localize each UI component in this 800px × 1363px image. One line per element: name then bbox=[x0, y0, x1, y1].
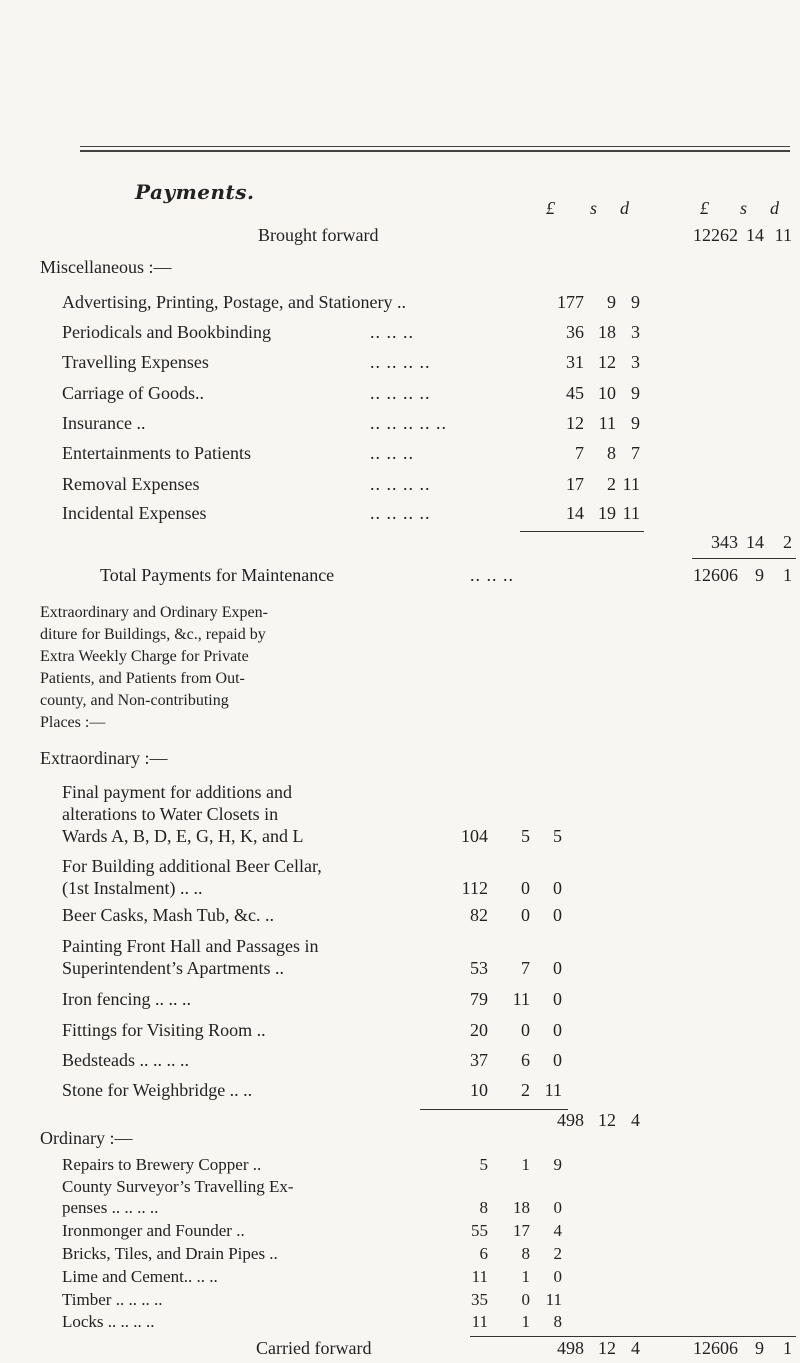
ord-item-line: Ironmonger and Founder .. bbox=[62, 1221, 245, 1241]
extraordinary-intro-line: county, and Non-contributing bbox=[40, 692, 229, 709]
misc-item-dots: .. .. .. bbox=[370, 322, 414, 342]
extra-item-amount-pence: 5 bbox=[553, 826, 562, 846]
total-maintenance-pounds: 12606 bbox=[693, 565, 738, 585]
extraordinary-intro-line: diture for Buildings, &c., repaid by bbox=[40, 626, 266, 643]
misc-item-label: Periodicals and Bookbinding bbox=[62, 322, 271, 342]
ord-item-amount-pounds: 8 bbox=[479, 1198, 488, 1218]
extra-item-line: Painting Front Hall and Passages in bbox=[62, 936, 319, 956]
misc-item-amount-pence: 3 bbox=[631, 352, 640, 372]
misc-item-amount-pounds: 31 bbox=[566, 352, 584, 372]
extraordinary-intro-line: Extra Weekly Charge for Private bbox=[40, 648, 249, 665]
misc-item-dots: .. .. .. .. .. bbox=[370, 413, 447, 433]
extra-item-line: Superintendent’s Apartments .. bbox=[62, 958, 284, 978]
brought-forward-pence: 11 bbox=[774, 225, 792, 245]
extra-item-amount-pounds: 82 bbox=[470, 905, 488, 925]
extra-subtotal-pence: 4 bbox=[631, 1110, 640, 1130]
ord-item-line: penses .. .. .. .. bbox=[62, 1198, 159, 1218]
misc-item-dots: .. .. .. .. bbox=[370, 474, 431, 494]
extra-item-amount-pence: 0 bbox=[553, 905, 562, 925]
extra-item-line: alterations to Water Closets in bbox=[62, 804, 279, 824]
ord-item-amount-shillings: 1 bbox=[521, 1266, 530, 1286]
brought-forward-pounds: 12262 bbox=[693, 225, 738, 245]
total-maintenance-label: Total Payments for Maintenance bbox=[100, 565, 335, 585]
ord-item-line: Bricks, Tiles, and Drain Pipes .. bbox=[62, 1243, 278, 1263]
extraordinary-intro-line: Patients, and Patients from Out- bbox=[40, 670, 245, 687]
extra-item-line: (1st Instalment) .. .. bbox=[62, 878, 203, 898]
carried-forward-amount-1-pounds: 498 bbox=[557, 1338, 584, 1358]
ord-item-amount-shillings: 8 bbox=[521, 1243, 530, 1263]
ord-item-amount-pence: 8 bbox=[553, 1312, 562, 1332]
col-head-pence-2: d bbox=[770, 198, 779, 218]
misc-heading: Miscellaneous :— bbox=[40, 257, 172, 277]
misc-item-dots: .. .. .. bbox=[370, 443, 414, 463]
extra-subtotal-pounds: 498 bbox=[557, 1110, 584, 1130]
extra-item-amount-pounds: 20 bbox=[470, 1020, 488, 1040]
misc-item-dots: .. .. .. .. bbox=[370, 503, 431, 523]
misc-item-amount-pence: 11 bbox=[622, 503, 640, 523]
extra-item-amount-pence: 0 bbox=[553, 958, 562, 978]
ord-item-amount-shillings: 1 bbox=[521, 1154, 530, 1174]
misc-item-amount-shillings: 11 bbox=[598, 413, 616, 433]
misc-item-amount-pounds: 14 bbox=[566, 503, 584, 523]
ord-item-amount-pounds: 6 bbox=[479, 1243, 488, 1263]
misc-item-label: Removal Expenses bbox=[62, 474, 200, 494]
misc-subtotal-rule bbox=[520, 531, 644, 532]
misc-item-amount-shillings: 10 bbox=[598, 383, 616, 403]
misc-item-dots: .. .. .. .. bbox=[370, 352, 431, 372]
extra-item-amount-pence: 0 bbox=[553, 878, 562, 898]
extra-item-amount-pence: 0 bbox=[553, 1020, 562, 1040]
extra-item-amount-shillings: 11 bbox=[512, 989, 530, 1009]
ord-item-amount-pence: 9 bbox=[553, 1154, 562, 1174]
ord-item-amount-shillings: 18 bbox=[513, 1198, 530, 1218]
extra-item-amount-pounds: 53 bbox=[470, 958, 488, 978]
carried-forward-label: Carried forward bbox=[256, 1338, 372, 1358]
misc-item-label: Advertising, Printing, Postage, and Stationery .. bbox=[62, 292, 406, 312]
ord-item-amount-pounds: 11 bbox=[471, 1312, 488, 1332]
extra-item-line: Final payment for additions and bbox=[62, 782, 292, 802]
extra-item-line: Fittings for Visiting Room .. bbox=[62, 1020, 266, 1040]
ord-item-line: Locks .. .. .. .. bbox=[62, 1312, 155, 1332]
misc-item-dots: .. .. .. .. bbox=[370, 383, 431, 403]
extra-item-amount-pence: 11 bbox=[544, 1080, 562, 1100]
misc-item-label: Travelling Expenses bbox=[62, 352, 209, 372]
ord-item-amount-pounds: 55 bbox=[471, 1221, 488, 1241]
misc-item-amount-pounds: 17 bbox=[566, 474, 584, 494]
misc-item-label: Incidental Expenses bbox=[62, 503, 207, 523]
ord-item-line: Timber .. .. .. .. bbox=[62, 1289, 163, 1309]
ord-item-amount-shillings: 0 bbox=[521, 1289, 530, 1309]
ord-item-amount-pence: 2 bbox=[553, 1243, 562, 1263]
extra-item-line: Wards A, B, D, E, G, H, K, and L bbox=[62, 826, 304, 846]
col-head-pounds-2: £ bbox=[700, 198, 709, 218]
extra-item-line: Iron fencing .. .. .. bbox=[62, 989, 191, 1009]
misc-item-amount-pounds: 12 bbox=[566, 413, 584, 433]
top-rule-2 bbox=[80, 150, 790, 152]
extra-subtotal-shillings: 12 bbox=[598, 1110, 616, 1130]
extraordinary-intro-line: Extraordinary and Ordinary Expen- bbox=[40, 604, 268, 621]
misc-item-amount-pounds: 7 bbox=[575, 443, 584, 463]
ordinary-heading: Ordinary :— bbox=[40, 1128, 133, 1148]
carried-forward-rule bbox=[470, 1336, 796, 1337]
col-head-shillings-1: s bbox=[590, 198, 598, 218]
misc-item-amount-shillings: 12 bbox=[598, 352, 616, 372]
misc-item-amount-shillings: 2 bbox=[607, 474, 616, 494]
col-head-pounds-1: £ bbox=[546, 198, 555, 218]
brought-forward-shillings: 14 bbox=[746, 225, 764, 245]
misc-item-amount-pence: 3 bbox=[631, 322, 640, 342]
carried-forward-amount-2-pounds: 12606 bbox=[693, 1338, 738, 1358]
ord-item-amount-shillings: 17 bbox=[513, 1221, 530, 1241]
misc-item-amount-shillings: 9 bbox=[607, 292, 616, 312]
ord-item-amount-pence: 0 bbox=[553, 1198, 562, 1218]
misc-subtotal-pence: 2 bbox=[783, 532, 792, 552]
extra-item-line: Bedsteads .. .. .. .. bbox=[62, 1050, 189, 1070]
extra-item-amount-pounds: 104 bbox=[461, 826, 488, 846]
extra-item-amount-pence: 0 bbox=[553, 989, 562, 1009]
extra-item-amount-shillings: 0 bbox=[521, 878, 530, 898]
carried-forward-amount-2-shillings: 9 bbox=[755, 1338, 764, 1358]
extra-item-amount-pounds: 112 bbox=[461, 878, 488, 898]
misc-item-amount-pence: 9 bbox=[631, 413, 640, 433]
extra-item-amount-pence: 0 bbox=[553, 1050, 562, 1070]
misc-subtotal-pounds: 343 bbox=[711, 532, 738, 552]
ord-item-line: Lime and Cement.. .. .. bbox=[62, 1266, 218, 1286]
misc-item-label: Entertainments to Patients bbox=[62, 443, 251, 463]
col-head-shillings-2: s bbox=[740, 198, 748, 218]
total-maintenance-shillings: 9 bbox=[755, 565, 764, 585]
ord-item-amount-pence: 0 bbox=[553, 1266, 562, 1286]
ord-item-amount-shillings: 1 bbox=[521, 1312, 530, 1332]
extra-item-amount-pounds: 10 bbox=[470, 1080, 488, 1100]
extra-item-amount-shillings: 0 bbox=[521, 1020, 530, 1040]
misc-item-amount-pounds: 45 bbox=[566, 383, 584, 403]
extra-item-amount-shillings: 6 bbox=[521, 1050, 530, 1070]
ord-item-line: County Surveyor’s Travelling Ex- bbox=[62, 1177, 294, 1197]
extra-item-amount-pounds: 37 bbox=[470, 1050, 488, 1070]
extra-item-amount-shillings: 5 bbox=[521, 826, 530, 846]
extra-item-line: Stone for Weighbridge .. .. bbox=[62, 1080, 253, 1100]
total-maintenance-dots: .. .. .. bbox=[470, 565, 514, 585]
misc-item-amount-pounds: 177 bbox=[557, 292, 584, 312]
misc-item-amount-pence: 9 bbox=[631, 292, 640, 312]
extra-item-amount-pounds: 79 bbox=[470, 989, 488, 1009]
carried-forward-amount-1-pence: 4 bbox=[631, 1338, 640, 1358]
extra-item-amount-shillings: 0 bbox=[521, 905, 530, 925]
total-maintenance-pence: 1 bbox=[783, 565, 792, 585]
misc-item-amount-shillings: 8 bbox=[607, 443, 616, 463]
misc-item-amount-pence: 7 bbox=[631, 443, 640, 463]
extraordinary-intro-line: Places :— bbox=[40, 714, 106, 731]
ord-item-amount-pence: 4 bbox=[553, 1221, 562, 1241]
misc-item-amount-pence: 9 bbox=[631, 383, 640, 403]
misc-subtotal-shillings: 14 bbox=[746, 532, 764, 552]
ord-item-line: Repairs to Brewery Copper .. bbox=[62, 1154, 262, 1174]
ord-item-amount-pounds: 5 bbox=[479, 1154, 488, 1174]
ord-item-amount-pounds: 35 bbox=[471, 1289, 488, 1309]
misc-item-label: Insurance .. bbox=[62, 413, 146, 433]
carried-forward-amount-2-pence: 1 bbox=[783, 1338, 792, 1358]
ord-item-amount-pounds: 11 bbox=[471, 1266, 488, 1286]
top-rule bbox=[80, 146, 790, 147]
extra-item-line: For Building additional Beer Cellar, bbox=[62, 856, 322, 876]
extra-item-amount-shillings: 7 bbox=[521, 958, 530, 978]
extra-subtotal-rule bbox=[420, 1109, 568, 1110]
carried-forward-amount-1-shillings: 12 bbox=[598, 1338, 616, 1358]
ord-item-amount-pence: 11 bbox=[545, 1289, 562, 1309]
misc-item-amount-shillings: 19 bbox=[598, 503, 616, 523]
misc-item-amount-pence: 11 bbox=[622, 474, 640, 494]
page-title: Payments. bbox=[135, 180, 255, 204]
misc-item-amount-shillings: 18 bbox=[598, 322, 616, 342]
maintenance-rule bbox=[692, 558, 796, 559]
extra-item-amount-shillings: 2 bbox=[521, 1080, 530, 1100]
misc-item-amount-pounds: 36 bbox=[566, 322, 584, 342]
brought-forward-label: Brought forward bbox=[258, 225, 379, 245]
misc-item-label: Carriage of Goods.. bbox=[62, 383, 204, 403]
col-head-pence-1: d bbox=[620, 198, 629, 218]
extra-item-line: Beer Casks, Mash Tub, &c. .. bbox=[62, 905, 275, 925]
extraordinary-heading: Extraordinary :— bbox=[40, 748, 168, 768]
